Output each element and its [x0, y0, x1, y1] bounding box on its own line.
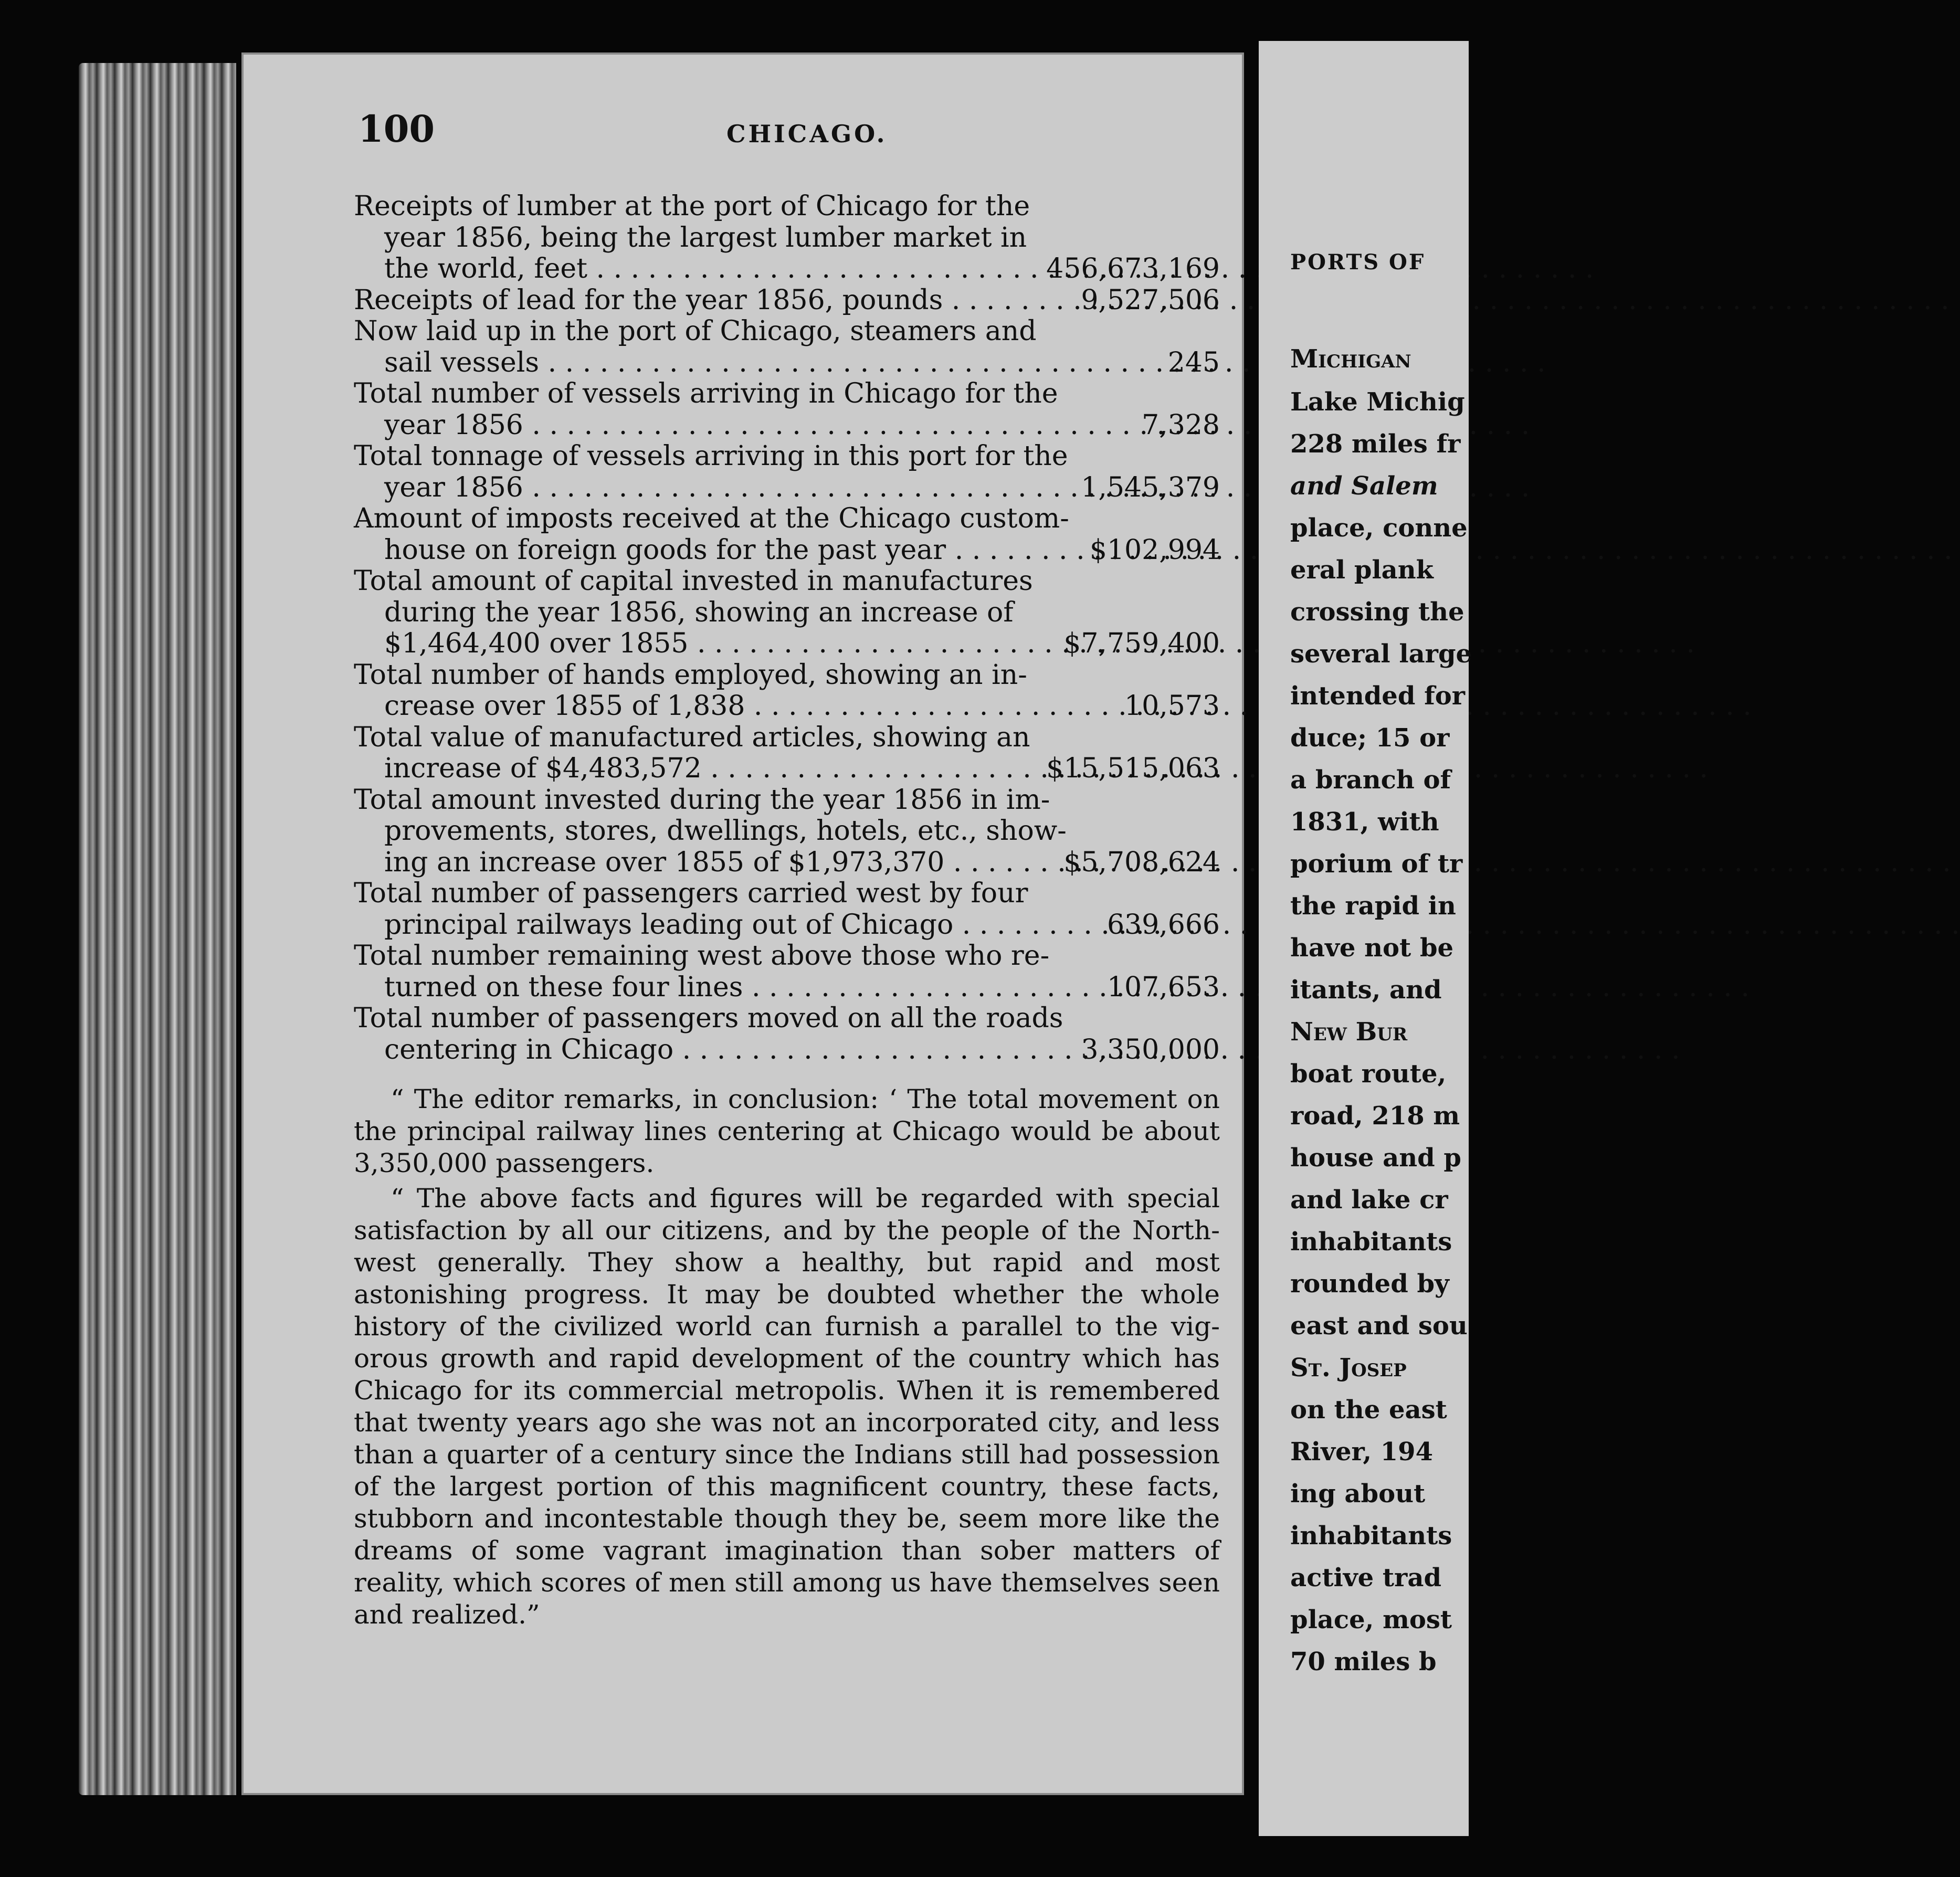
stat-value: 3,350,000: [1081, 1034, 1220, 1066]
right-page-line: ing about: [1290, 1479, 1426, 1509]
right-page-line: a branch of: [1290, 765, 1451, 795]
right-page-line: and Salem: [1290, 471, 1438, 501]
stat-label-last-line: $1,464,400 over 1855 . . .: [354, 628, 1220, 660]
stat-label-line: Total amount invested during the year 1856 in im-: [354, 784, 1050, 816]
paragraph: “ The above facts and figures will be regarded with special satisfaction by all our citizens, and by the people of the North-west generally. They show a healthy, but rapid and most astonishing progress. It may be doubted whether the whole history of the civilized world can furnish a parallel to the vig-orous growth and rapid development of the country which has Chicago for its commercial metropolis. When it is remembered that twenty years ago she was not an incorporated city, and less than a quarter of a century since the Indians still had possession of the largest portion of this magnificent country, these facts, stubborn and incontestable though they be, seem more like the dreams of some vagrant imagination than sober matters of reality, which scores of men still among us have themselves seen and realized.”: [354, 1183, 1220, 1630]
right-page-line: intended for: [1290, 681, 1466, 711]
stat-label-line: provements, stores, dwellings, hotels, etc., show-: [384, 815, 1067, 847]
stat-label-last-line: Receipts of lead for the year 1856, pounds . . .: [354, 285, 1220, 317]
stat-value: $5,708,624: [1063, 846, 1220, 878]
stat-value: 9,527,506: [1081, 284, 1220, 316]
stat-entry: [354, 378, 1220, 441]
stat-label-last-line: turned on these four lines . . .: [354, 972, 1220, 1004]
stat-label-line: Now laid up in the port of Chicago, steamers and: [354, 315, 1037, 347]
stat-label-line: Total number of hands employed, showing an in-: [354, 659, 1027, 691]
stat-entry: [354, 503, 1220, 566]
right-page-line: eral plank: [1290, 555, 1434, 585]
statistics-list: [354, 191, 1220, 1066]
right-page-line: house and p: [1290, 1143, 1461, 1173]
right-page: [1259, 41, 1472, 1836]
stat-entry: [354, 1003, 1220, 1066]
stat-label-line: Total value of manufactured articles, showing an: [354, 721, 1030, 753]
editor-remarks: [354, 1083, 1220, 1634]
stat-label-last-line: the world, feet . . .: [354, 254, 1220, 285]
stat-entry: [354, 941, 1220, 1003]
stat-label-line: Total number of vessels arriving in Chicago for the: [354, 378, 1058, 409]
stat-label-last-line: year 1856 . . .: [354, 410, 1220, 441]
stat-entry: [354, 441, 1220, 503]
right-page-line: St. Josep: [1290, 1353, 1407, 1383]
stat-entry: [354, 566, 1220, 660]
stat-value: 1,545,379: [1081, 471, 1220, 503]
stat-value: 10,573: [1124, 690, 1220, 722]
stat-label-line: Total number remaining west above those who re-: [354, 940, 1050, 972]
right-page-line: the rapid in: [1290, 891, 1456, 921]
stat-label-last-line: centering in Chicago . . .: [354, 1035, 1220, 1066]
stat-entry: [354, 285, 1220, 317]
right-page-line: place, conne: [1290, 513, 1468, 543]
page-number: 100: [358, 107, 435, 151]
stat-label-last-line: sail vessels . . .: [354, 347, 1220, 379]
right-page-line: 70 miles b: [1290, 1647, 1437, 1676]
right-page-line: active trad: [1290, 1563, 1441, 1593]
stat-label-last-line: crease over 1855 of 1,838 . . .: [354, 691, 1220, 722]
paragraph: “ The editor remarks, in conclusion: ‘ The total movement on the principal railway lines centering at Chicago would be about 3,350,000 passengers.: [354, 1084, 1220, 1178]
right-page-line: Michigan: [1290, 344, 1411, 374]
right-page-line: have not be: [1290, 933, 1454, 963]
stat-value: 456,673,169: [1046, 253, 1220, 284]
stat-label-line: Amount of imposts received at the Chicago custom-: [354, 503, 1069, 534]
right-page-line: east and sou: [1290, 1311, 1468, 1341]
right-page-line: several large: [1290, 639, 1472, 669]
stat-entry: [354, 316, 1220, 378]
stat-label-last-line: year 1856 . . .: [354, 472, 1220, 504]
right-page-line: itants, and: [1290, 975, 1442, 1005]
running-title: CHICAGO.: [726, 120, 888, 148]
stat-label-line: year 1856, being the largest lumber market in: [384, 222, 1027, 254]
stat-entry: [354, 878, 1220, 941]
stat-value: 7,328: [1142, 409, 1220, 441]
right-page-line: PORTS OF: [1290, 250, 1426, 275]
right-page-line: 1831, with: [1290, 807, 1439, 837]
right-page-line: place, most: [1290, 1605, 1452, 1635]
right-page-line: Lake Michig: [1290, 387, 1465, 417]
right-page-line: crossing the: [1290, 597, 1464, 627]
stat-label-line: Total amount of capital invested in manufactures: [354, 565, 1033, 597]
stat-entry: [354, 785, 1220, 879]
right-page-line: New Bur: [1290, 1017, 1408, 1047]
stat-value: $102,994: [1089, 534, 1220, 566]
right-page-line: rounded by: [1290, 1269, 1449, 1299]
stat-label-line: Total number of passengers moved on all the roads: [354, 1003, 1063, 1034]
right-page-line: road, 218 m: [1290, 1101, 1460, 1131]
stat-value: $15,515,063: [1046, 753, 1220, 784]
right-page-line: and lake cr: [1290, 1185, 1448, 1215]
stat-label-line: Receipts of lumber at the port of Chicago for the: [354, 191, 1030, 222]
stat-label-last-line: principal railways leading out of Chicago . . .: [354, 910, 1220, 941]
right-page-line: on the east: [1290, 1395, 1447, 1425]
book-binding-edge: [79, 63, 236, 1795]
stat-entry: [354, 191, 1220, 285]
right-page-line: porium of tr: [1290, 849, 1463, 879]
right-page-line: inhabitants: [1290, 1521, 1452, 1551]
right-page-line: 228 miles fr: [1290, 429, 1461, 459]
stat-label-line: Total number of passengers carried west by four: [354, 878, 1028, 909]
stat-entry: [354, 722, 1220, 785]
stat-label-last-line: house on foreign goods for the past year . . .: [354, 535, 1220, 566]
stat-label-line: during the year 1856, showing an increase of: [384, 596, 1014, 628]
stat-label-last-line: increase of $4,483,572 . . .: [354, 753, 1220, 785]
stat-entry: [354, 660, 1220, 722]
right-page-line: boat route,: [1290, 1059, 1447, 1089]
right-page-line: duce; 15 or: [1290, 723, 1450, 753]
right-page-line: River, 194: [1290, 1437, 1433, 1467]
stat-value: 245: [1167, 346, 1220, 378]
stat-label-line: Total tonnage of vessels arriving in this port for the: [354, 440, 1068, 472]
stat-value: 107,653: [1107, 971, 1220, 1003]
left-page: [241, 52, 1244, 1795]
stat-label-last-line: ing an increase over 1855 of $1,973,370 . . .: [354, 847, 1220, 879]
right-page-line: inhabitants: [1290, 1227, 1452, 1257]
stat-value: 639,666: [1107, 909, 1220, 941]
stat-value: $7,759,400: [1063, 628, 1220, 659]
